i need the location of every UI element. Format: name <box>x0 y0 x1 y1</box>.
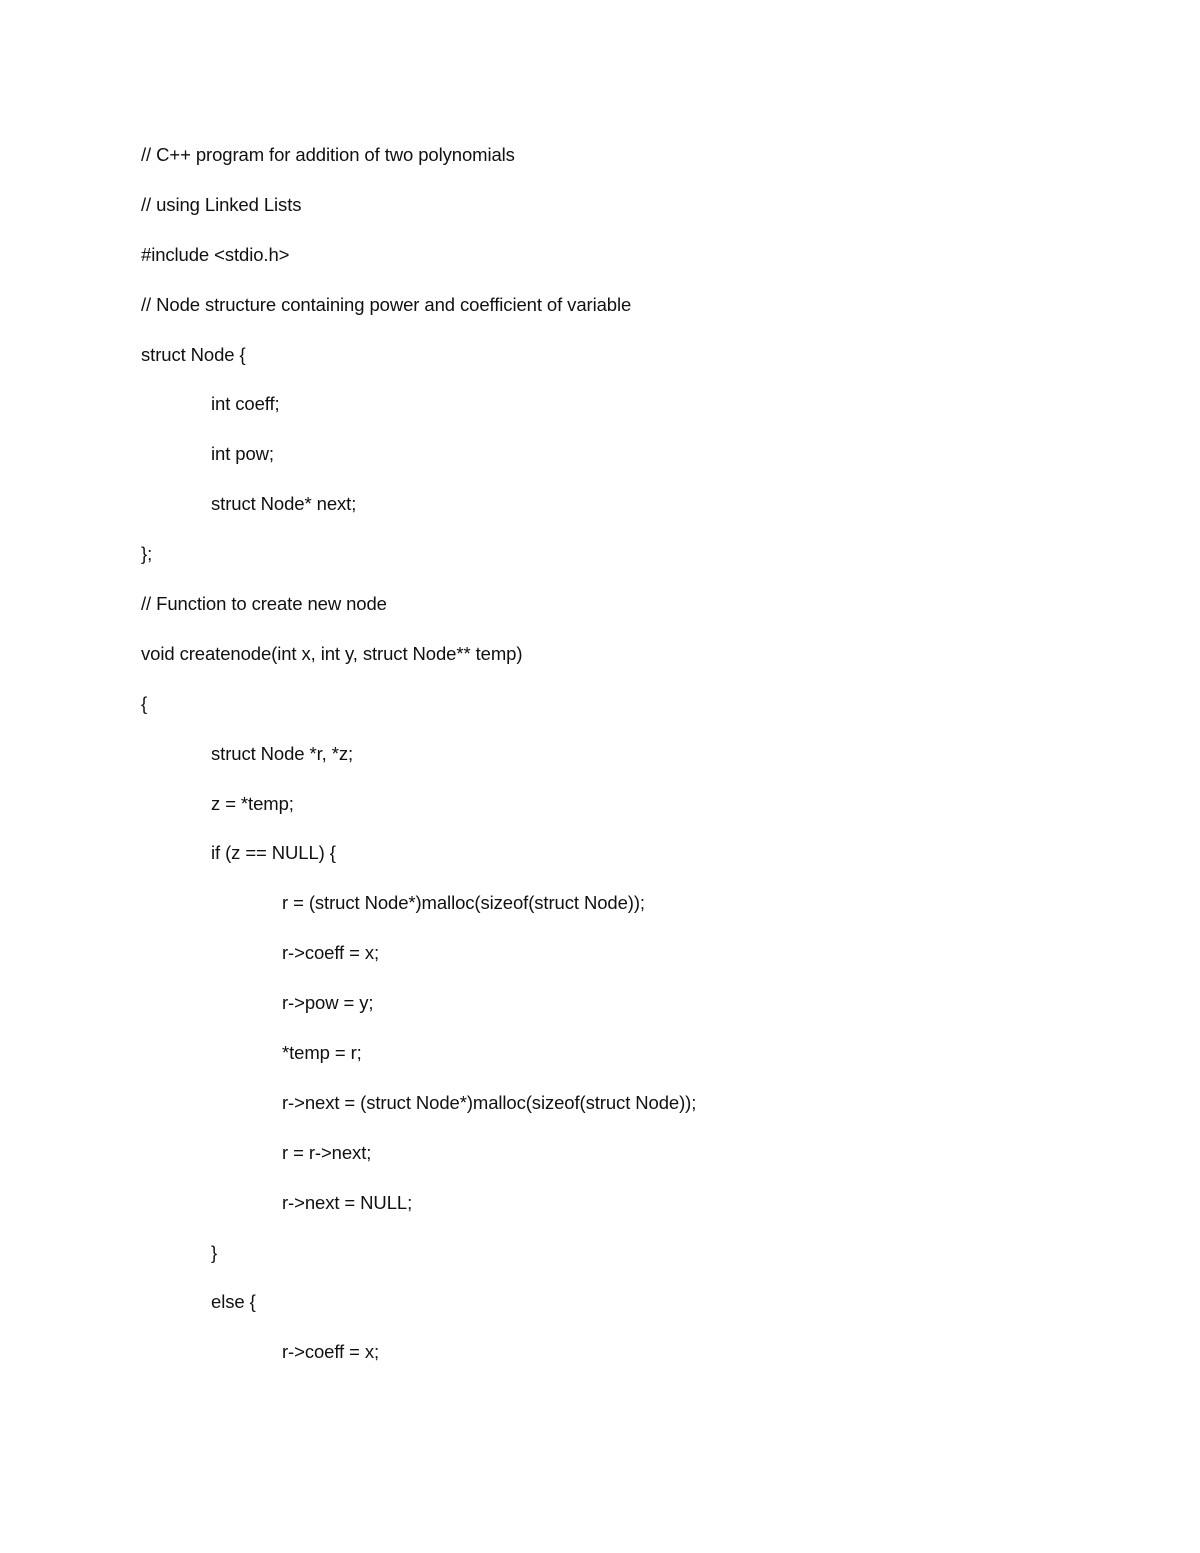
code-line: struct Node *r, *z; <box>211 742 354 764</box>
code-line: r = r->next; <box>282 1141 372 1163</box>
code-line: { <box>141 692 148 714</box>
code-line: // Function to create new node <box>141 593 387 615</box>
code-line: // Node structure containing power and coefficient of variable <box>141 293 632 315</box>
code-line: }; <box>141 543 153 565</box>
code-line: struct Node { <box>141 343 246 365</box>
code-line: r->coeff = x; <box>282 942 380 964</box>
code-line: int coeff; <box>211 393 280 415</box>
code-line: r->coeff = x; <box>282 1341 380 1363</box>
code-line: struct Node* next; <box>211 493 357 515</box>
code-line: // C++ program for addition of two polynomials <box>141 144 515 165</box>
code-line: r->next = NULL; <box>282 1191 413 1213</box>
code-line: // using Linked Lists <box>141 193 302 215</box>
code-line: *temp = r; <box>282 1042 362 1064</box>
code-line: #include <stdio.h> <box>141 243 290 265</box>
code-line: int pow; <box>211 443 274 465</box>
code-line: r->pow = y; <box>282 992 374 1014</box>
code-line: r->next = (struct Node*)malloc(sizeof(struct Node)); <box>282 1091 697 1113</box>
code-line: else { <box>211 1291 256 1313</box>
code-line: } <box>211 1241 218 1263</box>
code-line: z = *temp; <box>211 792 294 814</box>
code-line: r = (struct Node*)malloc(sizeof(struct Node)); <box>282 892 645 914</box>
code-listing <box>141 142 1141 1389</box>
code-line: void createnode(int x, int y, struct Node** temp) <box>141 642 523 664</box>
code-line: if (z == NULL) { <box>211 842 336 864</box>
